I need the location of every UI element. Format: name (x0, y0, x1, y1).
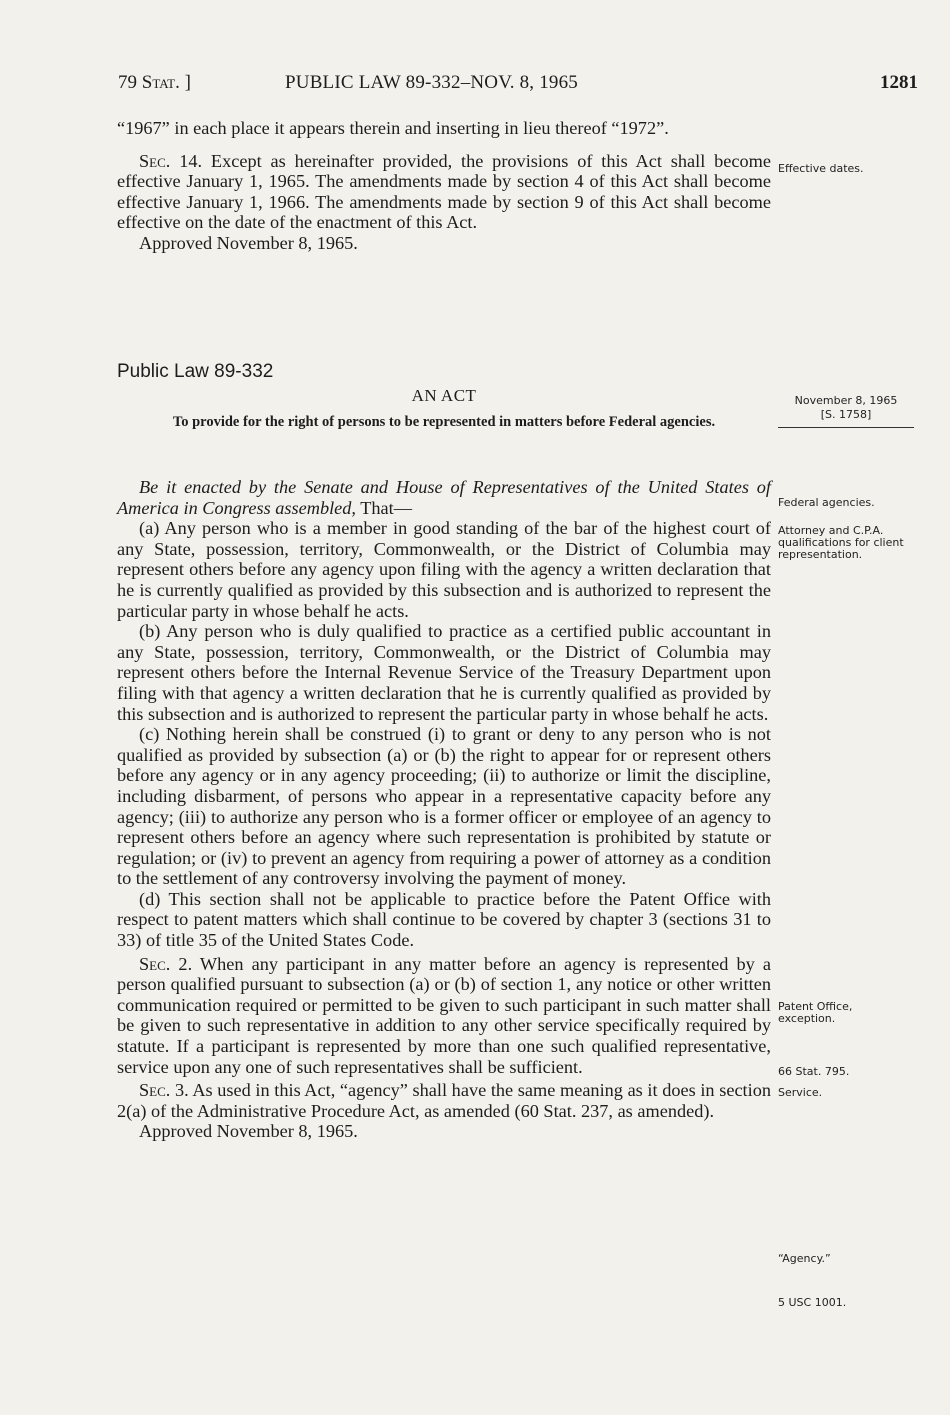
header-volume: 79 Stat. ] (118, 72, 191, 93)
approved-date-1: Approved November 8, 1965. (139, 232, 358, 253)
margin-note-bill: [S. 1758] (820, 408, 872, 421)
paragraph-b: (b) Any person who is duly qualified to practice as a certified public accountant in any State, possession, territory, Commonwealth, or the District of Columbia may represent others before the Internal Revenue Service of the Treasury Department upon filing with that agency a written declaration that he is currently qualified as provided by this subsection and is authorized to represent the particular party in whose behalf he acts. (117, 621, 771, 724)
paragraph-a: (a) Any person who is a member in good standing of the bar of the highest court of any State, possession, territory, Commonwealth, or the District of Columbia may represent others before any agency upon filing with the agency a written declaration that he is currently qualified as provided by this subsection and is authorized to represent the particular party in whose behalf he acts. (117, 518, 771, 621)
section-3-label: Sec. 3. (139, 1080, 189, 1101)
margin-note-66-stat: 66 Stat. 795. (778, 1065, 850, 1078)
section-14-label: Sec. 14. (139, 150, 203, 171)
section-2 (117, 954, 771, 1078)
act-purpose: To provide for the right of persons to be represented in matters before Federal agencies. (172, 414, 716, 430)
an-act-label: AN ACT (411, 386, 477, 405)
enacting-clause (117, 477, 771, 518)
approved-date-2: Approved November 8, 1965. (139, 1121, 358, 1142)
bill-divider (778, 427, 914, 428)
section-14 (117, 151, 771, 233)
section-3-text: As used in this Act, “agency” shall have the same meaning as it does in section 2(a) of the Administrative Procedure Act, as amended (60 Stat. 237, as amended). (117, 1080, 771, 1121)
margin-note-attorney-cpa: Attorney and C.P.A. qualifications for client representation. (778, 524, 904, 561)
header-title: PUBLIC LAW 89-332–NOV. 8, 1965 (285, 72, 579, 93)
enacting-clause-tail: That— (356, 497, 413, 518)
page-number: 1281 (880, 72, 918, 93)
paragraph-c: (c) Nothing herein shall be construed (i) to grant or deny to any person who is not qualified as provided by subsection (a) or (b) the right to appear for or represent others before any agency or in any agency proceeding; (ii) to authorize or limit the discipline, including disbarment, of persons who appear in a representative capacity before any agency; (iii) to authorize any person who is a former officer or employee of an agency to represent others before an agency where such representation is prohibited by statute or regulation; or (iv) to prevent an agency from requiring a power of attorney as a condition to the settlement of any controversy involving the payment of money. (117, 724, 771, 889)
margin-note-effective-dates: Effective dates. (778, 162, 864, 175)
public-law-title: Public Law 89-332 (117, 361, 274, 382)
carryover-text: “1967” in each place it appears therein and inserting in lieu thereof “1972”. (117, 118, 669, 138)
section-2-text: When any participant in any matter before an agency is represented by a person qualified pursuant to subsection (a) or (b) of section 1, any notice or other written communication required or permitted to be given to such participant in such matter shall be given to such representative in addition to any other service specifically required by statute. If a participant is represented by more than one such qualified representative, service upon any one of such representatives shall be sufficient. (117, 953, 771, 1077)
running-header (118, 72, 918, 98)
paragraph-d: (d) This section shall not be applicable to practice before the Patent Office with respect to patent matters which shall continue to be covered by chapter 3 (sections 31 to 33) of title 35 of the United States Code. (117, 888, 771, 951)
margin-note-date: November 8, 1965 (794, 394, 898, 407)
margin-note-patent-office: Patent Office, exception. (778, 1000, 853, 1025)
section-2-label: Sec. 2. (139, 953, 193, 974)
act-body (117, 477, 771, 1142)
margin-note-service: Service. (778, 1086, 823, 1099)
carryover-section (117, 118, 771, 254)
section-3 (117, 1080, 771, 1121)
section-14-text: Except as hereinafter provided, the provisions of this Act shall become effective January 1, 1965. The amendments made by section 4 of this Act shall become effective January 1, 1966. The amendments made by section 9 of this Act shall become effective on the date of the enactment of this Act. (117, 150, 771, 233)
margin-note-usc: 5 USC 1001. (778, 1296, 847, 1309)
margin-note-federal-agencies: Federal agencies. (778, 496, 875, 509)
enacting-clause-italic: Be it enacted by the Senate and House of Representatives of the United States of America in Congress assembled, (117, 477, 771, 518)
margin-note-agency: “Agency.” (778, 1252, 831, 1265)
